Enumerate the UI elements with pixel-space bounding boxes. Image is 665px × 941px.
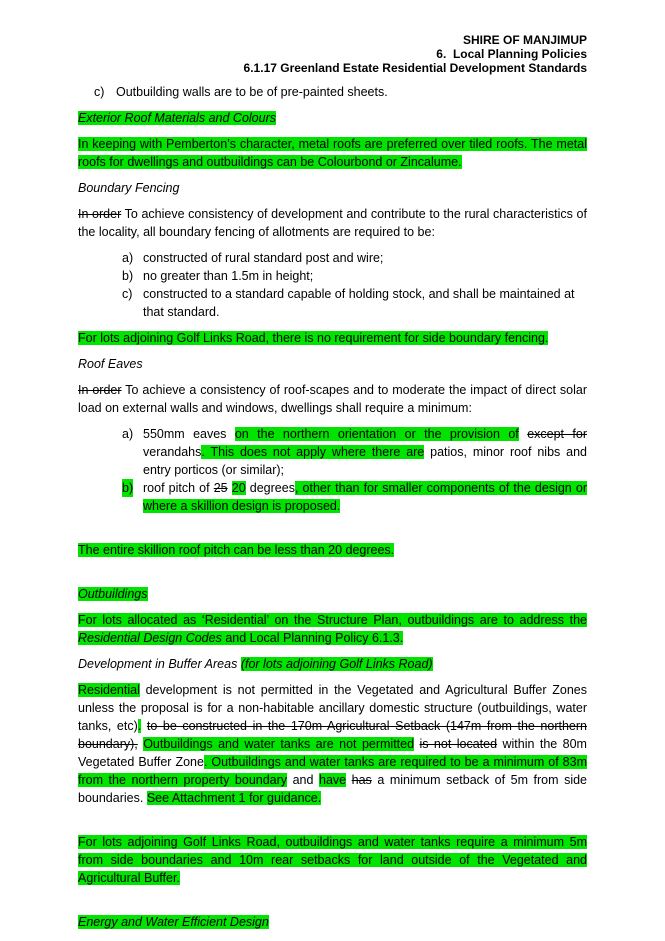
block-text bbox=[143, 481, 587, 513]
text-run: Energy and Water Efficient Design bbox=[78, 915, 269, 929]
paragraph bbox=[78, 681, 587, 807]
block-text bbox=[78, 111, 276, 125]
block-text bbox=[143, 287, 575, 319]
text-run: degrees bbox=[245, 481, 295, 495]
paragraph bbox=[78, 329, 587, 347]
page-header bbox=[78, 33, 587, 75]
text-run: is not located bbox=[419, 737, 498, 751]
text-run bbox=[519, 427, 527, 441]
text-run: Roof Eaves bbox=[78, 357, 143, 371]
text-run: constructed of rural standard post and wire; bbox=[143, 251, 384, 265]
block-text bbox=[78, 331, 548, 345]
text-run: patios, minor roof nibs and entry porticos (or similar); bbox=[143, 445, 588, 477]
paragraph bbox=[78, 205, 587, 241]
section-heading bbox=[78, 355, 587, 373]
list-item bbox=[78, 249, 587, 267]
text-run: Outbuilding walls are to be of pre-painted sheets. bbox=[116, 85, 388, 99]
text-run: Residential Design Codes bbox=[78, 631, 222, 645]
list-marker: b) bbox=[122, 269, 134, 283]
header-line: 6.1.17 Greenland Estate Residential Development Standards bbox=[243, 61, 587, 75]
block-text bbox=[78, 587, 148, 601]
paragraph bbox=[78, 541, 587, 559]
block-text bbox=[78, 683, 587, 805]
text-run: 25 bbox=[213, 481, 228, 495]
block-text bbox=[78, 543, 394, 557]
text-run: 550mm eaves bbox=[143, 427, 235, 441]
paragraph bbox=[78, 381, 587, 417]
text-run: on the northern orientation or the provision of bbox=[234, 427, 519, 441]
block-text bbox=[78, 357, 143, 371]
text-run: have bbox=[319, 773, 347, 787]
text-run: development is not permitted in the Vegetated and Agricultural Buffer Zones unless the proposal is for a non-habitable ancillary domestic structure (outbuildings, water tanks, etc) bbox=[78, 683, 587, 733]
text-run: For lots adjoining Golf Links Road, there is no requirement for side boundary fencing. bbox=[78, 331, 549, 345]
text-run: within the 80m Vegetated Buffer Zone bbox=[78, 737, 587, 769]
list-marker: b) bbox=[122, 481, 134, 495]
section-heading bbox=[78, 913, 587, 931]
text-run: To achieve consistency of development and contribute to the rural characteristics of the locality, all boundary fencing of allotments are required to be: bbox=[78, 207, 587, 239]
paragraph bbox=[78, 611, 587, 647]
list-marker: c) bbox=[94, 85, 105, 99]
text-run: To achieve a consistency of roof-scapes and to moderate the impact of direct solar load on external walls and windows, dwellings shall require a minimum: bbox=[78, 383, 587, 415]
section-heading bbox=[78, 109, 587, 127]
text-run: . This does not apply where there are bbox=[201, 445, 425, 459]
block-text bbox=[143, 251, 383, 265]
list-item bbox=[78, 285, 587, 321]
header-line: 6. Local Planning Policies bbox=[436, 47, 587, 61]
list-item bbox=[78, 83, 587, 101]
block-text bbox=[116, 85, 388, 99]
text-run: Outbuildings bbox=[78, 587, 148, 601]
text-run: For lots allocated as ‘Residential’ on the Structure Plan, outbuildings are to address the bbox=[78, 613, 587, 627]
text-run: . Outbuildings and water tanks are required to be a minimum of 83m from the northern property boundary bbox=[78, 755, 587, 787]
text-run: . bbox=[137, 719, 142, 733]
text-run: 20 bbox=[231, 481, 246, 495]
text-run: In order bbox=[78, 207, 122, 221]
text-run: constructed to a standard capable of holding stock, and shall be maintained at that standard. bbox=[143, 287, 575, 319]
text-run: and Local Planning Policy 6.1.3. bbox=[221, 631, 404, 645]
text-run: See Attachment 1 for guidance. bbox=[146, 791, 322, 805]
block-text bbox=[78, 207, 587, 239]
header-line: SHIRE OF MANJIMUP bbox=[462, 33, 587, 47]
text-run: (for lots adjoining Golf Links Road) bbox=[240, 657, 433, 671]
block-text bbox=[78, 137, 587, 169]
block-text bbox=[78, 657, 433, 671]
list-marker: c) bbox=[122, 287, 133, 301]
text-run: and bbox=[287, 773, 319, 787]
block-text bbox=[78, 613, 587, 645]
text-run: Residential bbox=[78, 683, 140, 697]
block-text bbox=[78, 181, 179, 195]
text-run: to be constructed in the 170m Agricultural Setback (147m from the northern boundary), bbox=[78, 719, 587, 751]
text-run: roof pitch of bbox=[143, 481, 214, 495]
list-marker: a) bbox=[122, 427, 134, 441]
block-text bbox=[78, 835, 587, 885]
block-text bbox=[143, 427, 587, 477]
section-heading bbox=[78, 179, 587, 197]
text-run: In keeping with Pemberton’s character, metal roofs are preferred over tiled roofs. The metal roofs for dwellings and outbuildings can be Colourbond or Zincalume. bbox=[78, 137, 587, 169]
block-text bbox=[78, 915, 269, 929]
section-heading bbox=[78, 585, 587, 603]
list-item bbox=[78, 267, 587, 285]
text-run: except for bbox=[527, 427, 588, 441]
paragraph bbox=[78, 833, 587, 887]
text-run: verandahs bbox=[143, 445, 202, 459]
text-run: In order bbox=[78, 383, 122, 397]
text-run: Outbuildings and water tanks are not permitted bbox=[143, 737, 415, 751]
list-marker: a) bbox=[122, 251, 134, 265]
section-heading bbox=[78, 655, 587, 673]
block-text bbox=[78, 383, 587, 415]
document-body bbox=[78, 83, 587, 931]
text-run: has bbox=[351, 773, 372, 787]
block-text bbox=[143, 269, 313, 283]
list-item bbox=[78, 479, 587, 515]
text-run: Exterior Roof Materials and Colours bbox=[78, 111, 276, 125]
text-run: Development in Buffer Areas bbox=[78, 657, 241, 671]
list-item bbox=[78, 425, 587, 479]
text-run: no greater than 1.5m in height; bbox=[143, 269, 314, 283]
text-run: The entire skillion roof pitch can be less than 20 degrees. bbox=[78, 543, 395, 557]
paragraph bbox=[78, 135, 587, 171]
text-run: , other than for smaller components of the design or where a skillion design is proposed. bbox=[143, 481, 587, 513]
text-run: a minimum setback of 5m from side boundaries. bbox=[78, 773, 587, 805]
text-run: For lots adjoining Golf Links Road, outbuildings and water tanks require a minimum 5m from side boundaries and 10m rear setbacks for land outside of the Vegetated and Agricultural Buffer. bbox=[78, 835, 587, 885]
text-run: Boundary Fencing bbox=[78, 181, 180, 195]
